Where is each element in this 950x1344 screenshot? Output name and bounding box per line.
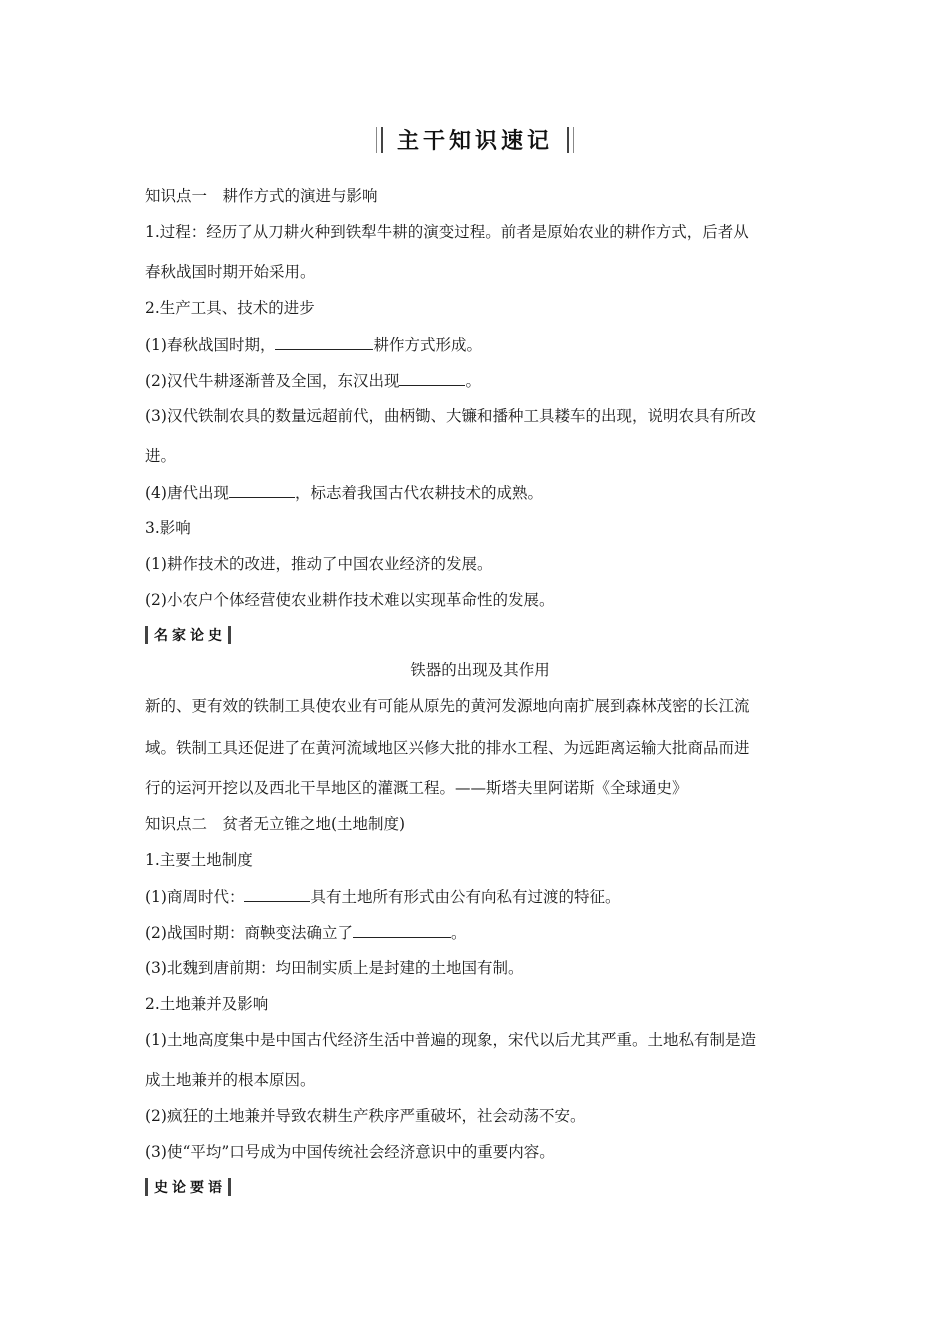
- tag-left-bar: [145, 1178, 148, 1196]
- s2-eff3: (3)使“平均”口号成为中国传统社会经济意识中的重要内容。: [145, 1143, 555, 1161]
- s1-item1: [145, 334, 815, 355]
- s2-eff1-line1: (1)土地高度集中是中国古代经济生活中普遍的现象，宋代以后尤其严重。土地私有制是造: [145, 1031, 756, 1049]
- tag-left-bar: [145, 626, 148, 644]
- s1-item4: [145, 482, 815, 503]
- s2-item2: [145, 922, 815, 943]
- quote-line1: 新的、更有效的铁制工具使农业有可能从原先的黄河发源地向南扩展到森林茂密的长江流: [145, 697, 750, 715]
- s1-item1-before: (1)春秋战国时期，: [145, 336, 276, 354]
- s2-item2-after: 。: [450, 924, 467, 942]
- quote-tag-label: 名家论史: [154, 628, 226, 644]
- s1-process-line1: 1.过程：经历了从刀耕火种到铁犁牛耕的演变过程。前者是原始农业的耕作方式，后者从: [145, 223, 749, 241]
- s2-item2-before: (2)战国时期：商鞅变法确立了: [145, 924, 353, 942]
- s2-item1-after: 具有土地所有形式由公有向私有过渡的特征。: [310, 888, 621, 906]
- fill-blank[interactable]: [229, 482, 295, 498]
- s1-item1-after: 耕作方式形成。: [373, 336, 482, 354]
- fill-blank[interactable]: [244, 886, 310, 902]
- s1-item2-before: (2)汉代牛耕逐渐普及全国，东汉出现: [145, 372, 400, 390]
- quote-line3: 行的运河开挖以及西北干旱地区的灌溉工程。——斯塔夫里阿诺斯《全球通史》: [145, 779, 688, 797]
- section1-heading: 知识点一 耕作方式的演进与影响: [145, 187, 378, 205]
- bottom-tag-label: 史论要语: [154, 1180, 226, 1196]
- title-left-bars: [374, 127, 385, 153]
- s1-item2-after: 。: [465, 372, 481, 390]
- s2-annex-heading: 2.土地兼并及影响: [145, 995, 269, 1013]
- s1-item3-line1: (3)汉代铁制农具的数量远超前代，曲柄锄、大镰和播种工具耧车的出现，说明农具有所改: [145, 407, 756, 425]
- s1-process-line2: 春秋战国时期开始采用。: [145, 263, 316, 281]
- s1-effect2: (2)小农户个体经营使农业耕作技术难以实现革命性的发展。: [145, 591, 555, 609]
- s1-item2: [145, 370, 815, 391]
- tag-right-bar: [228, 626, 231, 644]
- s1-item4-before: (4)唐代出现: [145, 484, 229, 502]
- tag-right-bar: [228, 1178, 231, 1196]
- s1-effect1: (1)耕作技术的改进，推动了中国农业经济的发展。: [145, 555, 493, 573]
- section2-heading: 知识点二 贫者无立锥之地(土地制度): [145, 815, 406, 833]
- s2-item1-before: (1)商周时代：: [145, 888, 245, 906]
- quote-title: 铁器的出现及其作用: [410, 661, 550, 679]
- s1-tools-heading: 2.生产工具、技术的进步: [145, 299, 315, 317]
- fill-blank[interactable]: [353, 922, 451, 938]
- s1-effect-heading: 3.影响: [145, 519, 191, 537]
- title-right-bars: [565, 127, 576, 153]
- s2-item1: [145, 886, 815, 907]
- page-title: [0, 124, 950, 155]
- s1-item4-after: ，标志着我国古代农耕技术的成熟。: [294, 484, 543, 502]
- title-text: 主干知识速记: [396, 129, 553, 154]
- s1-item3-line2: 进。: [145, 447, 177, 465]
- fill-blank[interactable]: [399, 370, 465, 386]
- s2-land-heading: 1.主要土地制度: [145, 851, 253, 869]
- s2-item3: (3)北魏到唐前期：均田制实质上是封建的土地国有制。: [145, 959, 524, 977]
- s2-eff2: (2)疯狂的土地兼并导致农耕生产秩序严重破坏，社会动荡不安。: [145, 1107, 586, 1125]
- quote-tag: [145, 626, 231, 646]
- s2-eff1-line2: 成土地兼并的根本原因。: [145, 1071, 316, 1089]
- bottom-tag: [145, 1178, 231, 1198]
- quote-line2: 域。铁制工具还促进了在黄河流域地区兴修大批的排水工程、为远距离运输大批商品而进: [145, 739, 750, 757]
- fill-blank[interactable]: [275, 334, 373, 350]
